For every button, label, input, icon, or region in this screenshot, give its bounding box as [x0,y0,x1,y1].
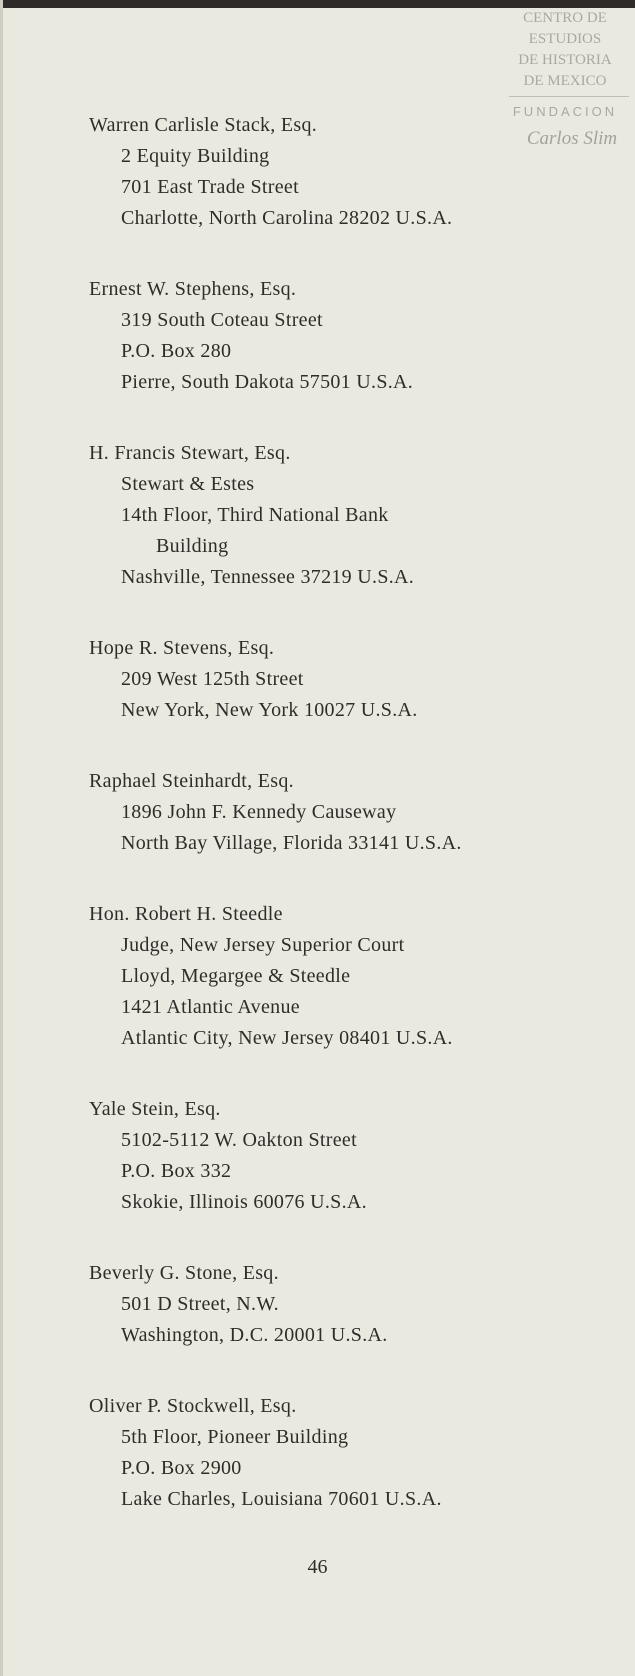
entry-address-line: 5102-5112 W. Oakton Street [121,1129,357,1151]
watermark-foundation: FUNDACION [512,104,618,119]
entry-address-line: P.O. Box 2900 [121,1457,242,1479]
directory-entry [89,438,619,593]
entry-name: Raphael Steinhardt, Esq. [89,770,294,792]
directory-entry [89,274,619,398]
watermark-line: ESTUDIOS [528,31,602,47]
watermark-signature: Carlos Slim [526,128,618,149]
entry-address-line: 5th Floor, Pioneer Building [121,1426,349,1448]
directory-entry [89,633,619,726]
entry-address-line: Lloyd, Megargee & Steedle [121,965,351,987]
directory-entry [89,110,619,234]
entry-address-line: Judge, New Jersey Superior Court [121,934,405,956]
entry-name: H. Francis Stewart, Esq. [89,442,291,464]
directory-entry [89,899,619,1054]
entry-address-line: P.O. Box 280 [121,340,232,362]
entry-address-line: Washington, D.C. 20001 U.S.A. [121,1324,388,1346]
watermark-divider [509,96,629,97]
directory-entry [89,1258,619,1351]
entry-name: Yale Stein, Esq. [89,1098,221,1120]
entry-name: Beverly G. Stone, Esq. [89,1262,279,1284]
directory-entry [89,1094,619,1218]
entry-name: Oliver P. Stockwell, Esq. [89,1395,297,1417]
entry-address-line: Nashville, Tennessee 37219 U.S.A. [121,566,415,588]
entry-address-line: 501 D Street, N.W. [121,1293,279,1315]
entry-address-line: North Bay Village, Florida 33141 U.S.A. [121,832,462,854]
entry-address-line: Atlantic City, New Jersey 08401 U.S.A. [121,1027,453,1049]
entry-address-line: 319 South Coteau Street [121,309,323,331]
entry-address-line: 1896 John F. Kennedy Causeway [121,801,397,823]
entry-address-line: 14th Floor, Third National Bank [121,504,389,526]
directory-entry [89,766,619,859]
watermark-line: DE HISTORIA [518,52,612,68]
entry-address-line: Skokie, Illinois 60076 U.S.A. [121,1191,367,1213]
page-number: 46 [307,1556,328,1578]
entry-address-line: 701 East Trade Street [121,176,299,198]
directory-entry [89,1391,619,1515]
address-directory [89,110,619,1555]
entry-name: Hon. Robert H. Steedle [89,903,283,925]
entry-address-line: 1421 Atlantic Avenue [121,996,300,1018]
entry-address-line: Charlotte, North Carolina 28202 U.S.A. [121,207,453,229]
page-left-edge [0,0,3,1676]
entry-address-line: New York, New York 10027 U.S.A. [121,699,418,721]
watermark-line: CENTRO DE [523,10,607,26]
entry-name: Hope R. Stevens, Esq. [89,637,275,659]
entry-name: Ernest W. Stephens, Esq. [89,278,297,300]
entry-name: Warren Carlisle Stack, Esq. [89,114,318,136]
entry-address-line: 209 West 125th Street [121,668,304,690]
entry-address-line: Lake Charles, Louisiana 70601 U.S.A. [121,1488,442,1510]
entry-address-line: Stewart & Estes [121,473,255,495]
page-top-edge [0,0,635,8]
entry-address-line: 2 Equity Building [121,145,270,167]
entry-address-line: Building [156,535,229,557]
entry-address-line: Pierre, South Dakota 57501 U.S.A. [121,371,414,393]
watermark-line: DE MEXICO [523,73,607,89]
entry-address-line: P.O. Box 332 [121,1160,232,1182]
